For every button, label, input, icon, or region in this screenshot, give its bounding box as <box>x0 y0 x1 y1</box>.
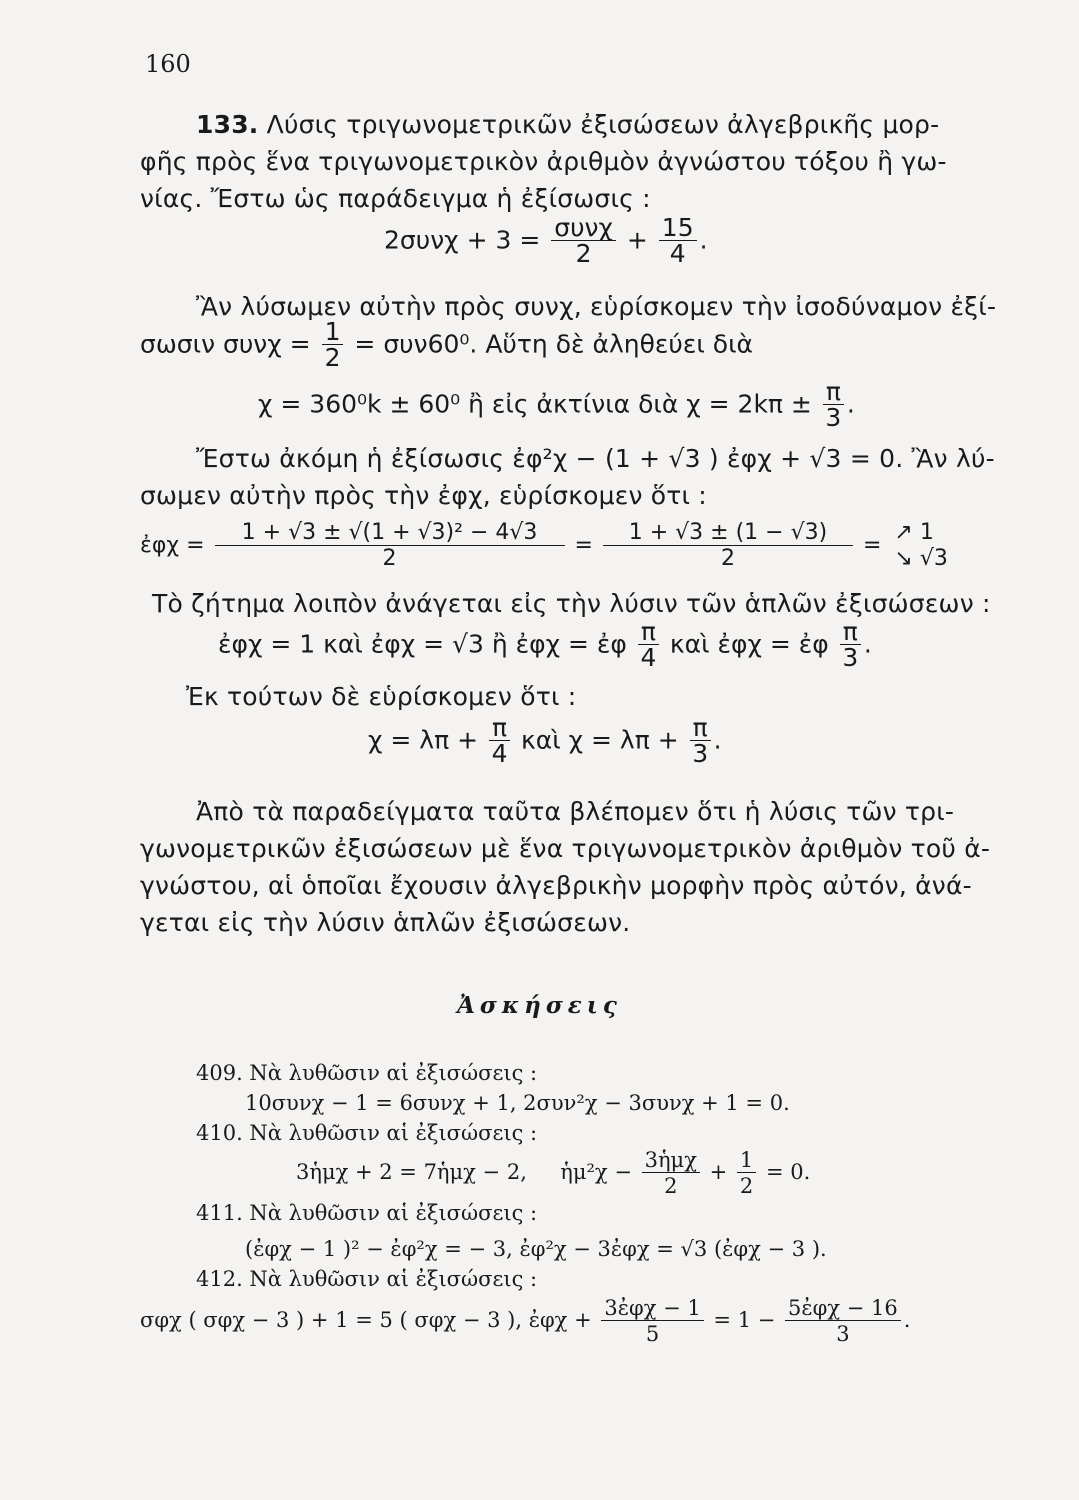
equation-1: 2συνχ + 3 = $\frac{\text{συνχ}}{2}$ + $\frac{15}{4}$ . <box>384 213 708 268</box>
paragraph-3: σωσιν συνχ = $\frac{1}{2}$ = συν60⁰. Αὕτη δὲ ἀληθεύει διὰ <box>140 317 754 372</box>
fraction: $\frac{\text{1 + √3 ± √(1 + √3)² − 4√3}}{2}$ <box>215 521 565 572</box>
fraction: $\frac{\text{5ἐφχ − 16}}{3}$ <box>785 1296 901 1347</box>
fraction: $\frac{\text{3ἡμχ}}{2}$ <box>642 1148 700 1199</box>
fraction: $\frac{\pi}{3}$ <box>690 716 711 767</box>
fraction: $\frac{15}{4}$ <box>659 216 697 267</box>
exercise-412-equation: σφχ ( σφχ − 3 ) + 1 = 5 ( σφχ − 3 ), ἐφχ + $\frac{\text{3ἐφχ − 1}}{5}$ = 1 − $\frac{\text{5ἐφχ − 16}}{3}$ . <box>140 1296 911 1346</box>
section-line-3: νίας. Ἔστω ὡς παράδειγμα ἡ ἐξίσωσις : <box>140 184 651 213</box>
exercise-410-label: 410. Νὰ λυθῶσιν αἱ ἐξισώσεις : <box>196 1121 538 1145</box>
equation-5: χ = λπ + $\frac{\pi}{4}$ καὶ χ = λπ + $\frac{\pi}{3}$ . <box>368 713 722 768</box>
paragraph-2: Ἂν λύσωμεν αὐτὴν πρὸς συνχ, εὑρίσκομεν τὴν ἰσοδύναμον ἐξί- <box>196 292 997 321</box>
conclusion-line-4: γεται εἰς τὴν λύσιν ἁπλῶν ἐξισώσεων. <box>140 908 631 937</box>
equation-4: ἐφχ = 1 καὶ ἐφχ = √3 ἢ ἐφχ = ἐφ $\frac{\pi}{4}$ καὶ ἐφχ = ἐφ $\frac{\pi}{3}$ . <box>218 617 872 672</box>
fraction: $\frac{\pi}{3}$ <box>840 620 861 671</box>
exercise-410-equation: 3ἡμχ + 2 = 7ἡμχ − 2, ἡμ²χ − $\frac{\text{3ἡμχ}}{2}$ + $\frac{1}{2}$ = 0. <box>296 1148 811 1198</box>
fraction: $\frac{1}{2}$ <box>322 320 344 371</box>
section-number: 133. <box>196 110 259 139</box>
section-line-1: 133. Λύσις τριγωνομετρικῶν ἐξισώσεων ἀλγεβρικῆς μορ- <box>196 110 940 139</box>
fraction: $\frac{\pi}{4}$ <box>638 620 659 671</box>
paragraph-7: Ἐκ τούτων δὲ εὑρίσκομεν ὅτι : <box>186 682 577 711</box>
equation-3: ἐφχ = $\frac{\text{1 + √3 ± √(1 + √3)² − 4√3}}{2}$ = $\frac{1 + √3 \pm (1 - √3)}{2}$ = ↗ 1 ↘ √3 <box>140 519 948 571</box>
fraction: $\frac{1 + √3 \pm (1 - √3)}{2}$ <box>603 521 853 572</box>
paragraph-6: Τὸ ζήτημα λοιπὸν ἀνάγεται εἰς τὴν λύσιν τῶν ἁπλῶν ἐξισώσεων : <box>152 589 991 618</box>
page-number: 160 <box>145 50 191 78</box>
equation-2: χ = 360⁰k ± 60⁰ ἢ εἰς ἀκτίνια διὰ χ = 2kπ ± $\frac{\pi}{3}$ . <box>258 377 855 432</box>
exercise-411-equation: (ἐφχ − 1 )² − ἐφ²χ = − 3, ἐφ²χ − 3ἐφχ = √3 (ἐφχ − 3 ). <box>245 1237 827 1261</box>
fraction: $\frac{\pi}{4}$ <box>489 716 510 767</box>
paragraph-5: σωμεν αὐτὴν πρὸς τὴν ἐφχ, εὑρίσκομεν ὅτι : <box>140 481 707 510</box>
conclusion-line-3: γνώστου, αἱ ὁποῖαι ἔχουσιν ἀλγεβρικὴν μορφὴν πρὸς αὐτόν, ἀνά- <box>140 871 972 900</box>
fraction: $\frac{1}{2}$ <box>737 1148 756 1199</box>
exercise-412-label: 412. Νὰ λυθῶσιν αἱ ἐξισώσεις : <box>196 1267 538 1291</box>
paragraph-4: Ἔστω ἀκόμη ἡ ἐξίσωσις ἐφ²χ − (1 + √3 ) ἐφχ + √3 = 0. Ἂν λύ- <box>196 444 995 473</box>
section-line-2: φῆς πρὸς ἕνα τριγωνομετρικὸν ἀριθμὸν ἀγνώστου τόξου ἢ γω- <box>140 147 947 176</box>
roots: ↗ 1 ↘ √3 <box>894 520 948 571</box>
exercise-409-label: 409. Νὰ λυθῶσιν αἱ ἐξισώσεις : <box>196 1061 538 1085</box>
exercise-411-label: 411. Νὰ λυθῶσιν αἱ ἐξισώσεις : <box>196 1201 538 1225</box>
conclusion-line-1: Ἀπὸ τὰ παραδείγματα ταῦτα βλέπομεν ὅτι ἡ λύσις τῶν τρι- <box>196 797 955 826</box>
exercises-heading: Ἀσκήσεις <box>457 992 622 1019</box>
fraction: $\frac{\text{συνχ}}{2}$ <box>551 216 616 267</box>
conclusion-line-2: γωνομετρικῶν ἐξισώσεων μὲ ἕνα τριγωνομετρικὸν ἀριθμὸν τοῦ ἀ- <box>140 834 991 863</box>
exercise-409-equation: 10συνχ − 1 = 6συνχ + 1, 2συν²χ − 3συνχ + 1 = 0. <box>245 1091 790 1115</box>
fraction: $\frac{\pi}{3}$ <box>823 380 844 431</box>
fraction: $\frac{\text{3ἐφχ − 1}}{5}$ <box>601 1296 703 1347</box>
